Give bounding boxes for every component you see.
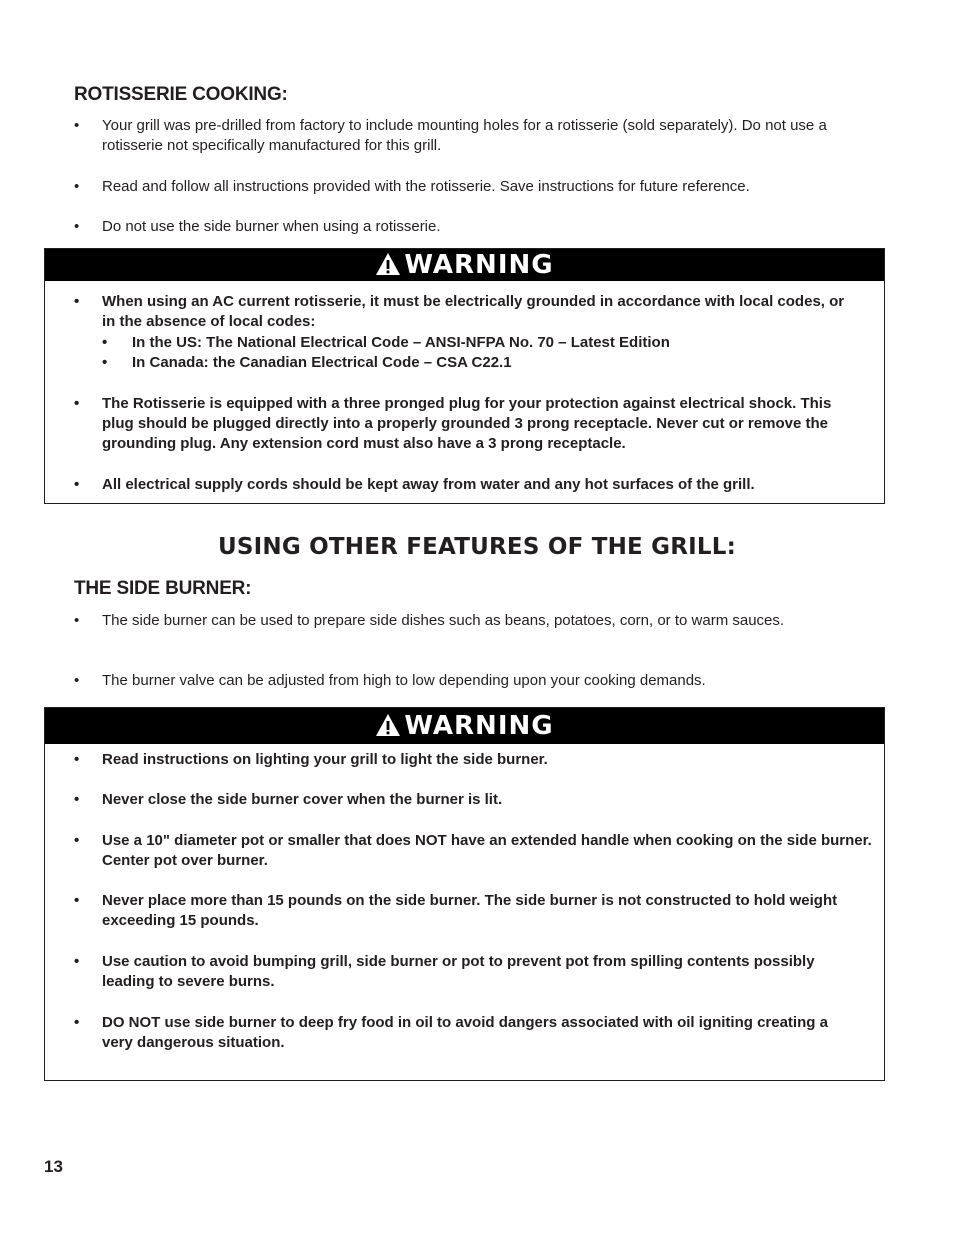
warning-label: WARNING <box>45 249 884 281</box>
side-burner-item-2: The burner valve can be adjusted from high to low depending upon your cooking demands. <box>102 672 706 689</box>
bullet: • <box>74 1014 80 1031</box>
warning-triangle-icon <box>375 713 401 737</box>
rotisserie-item-1: Your grill was pre-drilled from factory to include mounting holes for a rotisserie (sold separately). Do not use a rotisserie not specifically manufactured for this grill. <box>102 117 827 154</box>
warning-banner <box>45 708 884 744</box>
bullet: • <box>74 117 80 134</box>
bullet: • <box>74 293 80 310</box>
warning-banner <box>45 249 884 281</box>
bullet: • <box>74 832 80 849</box>
rotisserie-item-2: Read and follow all instructions provided with the rotisserie. Save instructions for future reference. <box>102 178 750 195</box>
rotisserie-heading: ROTISSERIE COOKING: <box>74 84 288 105</box>
warning2-item-4: Never place more than 15 pounds on the side burner. The side burner is not constructed to hold weight exceeding 15 pounds. <box>102 892 838 929</box>
bullet: • <box>74 178 80 195</box>
rotisserie-item-3: Do not use the side burner when using a rotisserie. <box>102 218 441 235</box>
bullet: • <box>74 953 80 970</box>
bullet: • <box>74 751 80 768</box>
warning-triangle-icon <box>375 252 401 276</box>
bullet: • <box>102 334 108 351</box>
warning1-subitem-us: In the US: The National Electrical Code – ANSI-NFPA No. 70 – Latest Edition <box>132 334 670 351</box>
warning2-item-6: DO NOT use side burner to deep fry food in oil to avoid dangers associated with oil igniting creating a very dangerous situation. <box>102 1014 828 1051</box>
bullet: • <box>74 218 80 235</box>
bullet: • <box>74 612 80 629</box>
side-burner-heading: THE SIDE BURNER: <box>74 578 252 599</box>
warning-label: WARNING <box>45 708 884 744</box>
warning2-item-3: Use a 10" diameter pot or smaller that does NOT have an extended handle when cooking on the side burner. Center pot over burner. <box>102 832 872 869</box>
bullet: • <box>74 672 80 689</box>
warning2-item-1: Read instructions on lighting your grill to light the side burner. <box>102 751 548 768</box>
side-burner-item-1: The side burner can be used to prepare side dishes such as beans, potatoes, corn, or to warm sauces. <box>102 612 785 629</box>
bullet: • <box>74 395 80 412</box>
warning1-item-1: When using an AC current rotisserie, it must be electrically grounded in accordance with local codes, or in the absence of local codes: <box>102 293 845 330</box>
page-number: 13 <box>44 1157 63 1176</box>
warning1-subitem-canada: In Canada: the Canadian Electrical Code – CSA C22.1 <box>132 354 512 371</box>
warning-box-rotisserie <box>44 248 885 504</box>
bullet: • <box>74 892 80 909</box>
bullet: • <box>74 791 80 808</box>
warning2-item-2: Never close the side burner cover when the burner is lit. <box>102 791 503 808</box>
warning2-item-5: Use caution to avoid bumping grill, side burner or pot to prevent pot from spilling contents possibly leading to severe burns. <box>102 953 815 990</box>
bullet: • <box>74 476 80 493</box>
warning1-item-2: The Rotisserie is equipped with a three pronged plug for your protection against electrical shock. This plug should be plugged directly into a properly grounded 3 prong receptacle. Never cut or remove the grounding plug. Any extension cord must also have a 3 prong receptacle. <box>102 395 832 452</box>
warning1-item-3: All electrical supply cords should be kept away from water and any hot surfaces of the grill. <box>102 476 755 493</box>
section-title: USING OTHER FEATURES OF THE GRILL: <box>217 534 737 560</box>
bullet: • <box>102 354 108 371</box>
